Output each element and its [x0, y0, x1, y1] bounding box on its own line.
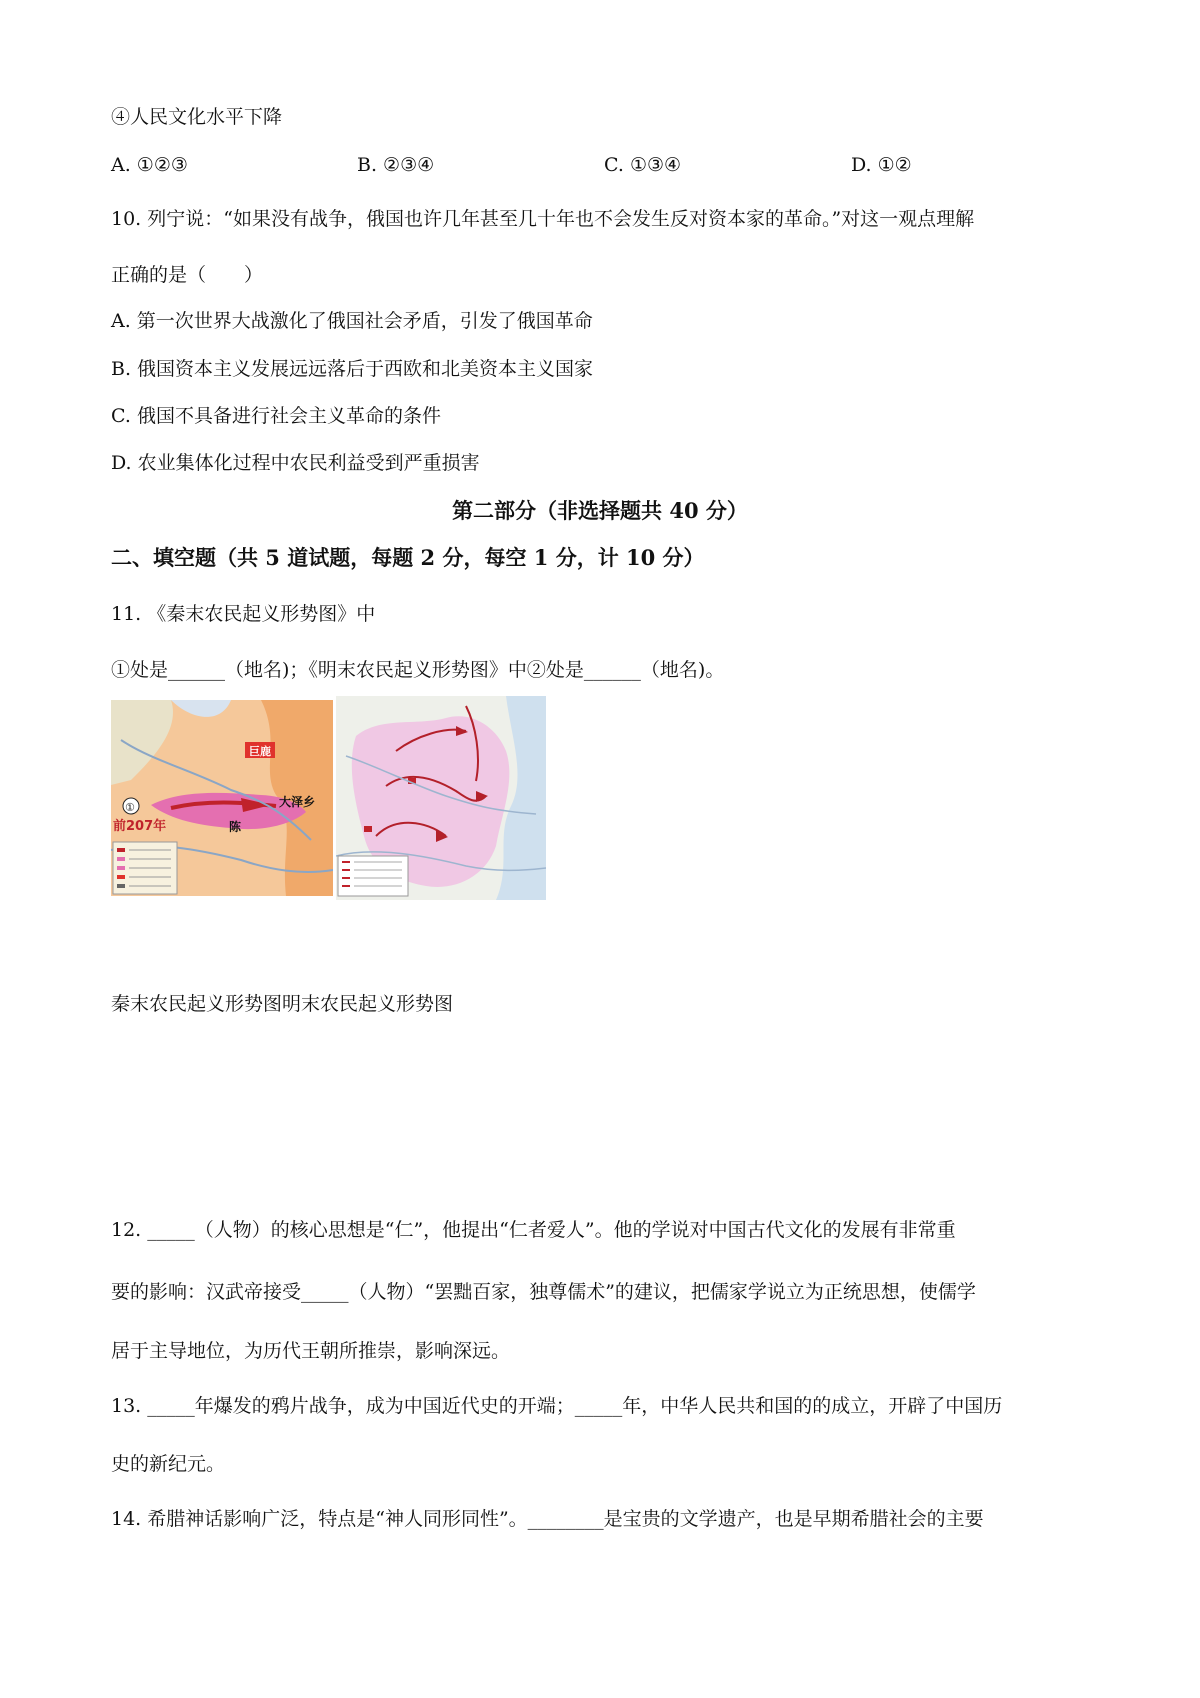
map1-city-dazexiang: 大泽乡 [279, 795, 316, 809]
q10-stem-line2: 正确的是（ ） [111, 264, 264, 286]
section2-title: 二、填空题（共 5 道试题，每题 2 分，每空 1 分，计 10 分） [111, 545, 705, 570]
q10-stem-line1: 10. 列宁说：“如果没有战争，俄国也许几年甚至几十年也不会发生反对资本家的革命。”对这一观点理解 [111, 208, 975, 230]
q9-option-a: A. ①②③ [111, 154, 188, 176]
q9-option-b: B. ②③④ [357, 154, 435, 176]
q10-option-a: A. 第一次世界大战激化了俄国社会矛盾，引发了俄国革命 [111, 310, 593, 332]
map1-city-chen: 陈 [229, 820, 242, 834]
q10-option-c: C. 俄国不具备进行社会主义革命的条件 [111, 405, 441, 427]
part2-title: 第二部分（非选择题共 40 分） [452, 498, 748, 523]
qin-uprising-map [111, 700, 333, 896]
map1-city-julu: 巨鹿 [249, 745, 271, 758]
q13-line2: 史的新纪元。 [111, 1453, 226, 1475]
map-caption: 秦末农民起义形势图明末农民起义形势图 [111, 993, 454, 1015]
q12-line3: 居于主导地位，为历代王朝所推崇，影响深远。 [111, 1340, 511, 1362]
ming-uprising-map [336, 696, 546, 900]
statement-4: ④人民文化水平下降 [111, 106, 283, 128]
q11-line2: ①处是______（地名)；《明末农民起义形势图》中②处是______（地名)。 [111, 659, 725, 681]
q14-line1: 14. 希腊神话影响广泛，特点是“神人同形同性”。________是宝贵的文学遗产，也是早期希腊社会的主要 [111, 1508, 984, 1530]
q11-line1: 11. 《秦末农民起义形势图》中 [111, 603, 376, 625]
q9-option-d: D. ①② [851, 154, 912, 176]
q10-option-d: D. 农业集体化过程中农民利益受到严重损害 [111, 452, 480, 474]
q9-option-c: C. ①③④ [604, 154, 682, 176]
q10-option-b: B. 俄国资本主义发展远远落后于西欧和北美资本主义国家 [111, 358, 594, 380]
q13-line1: 13. _____年爆发的鸦片战争，成为中国近代史的开端；_____年，中华人民共和国的的成立，开辟了中国历 [111, 1395, 1003, 1417]
map1-marker: ① [125, 801, 135, 814]
q12-line1: 12. _____（人物）的核心思想是“仁”，他提出“仁者爱人”。他的学说对中国古代文化的发展有非常重 [111, 1219, 956, 1241]
map1-year: 前207年 [113, 819, 167, 834]
q12-line2: 要的影响：汉武帝接受_____（人物）“罢黜百家，独尊儒术”的建议，把儒家学说立为正统思想，使儒学 [111, 1281, 976, 1303]
